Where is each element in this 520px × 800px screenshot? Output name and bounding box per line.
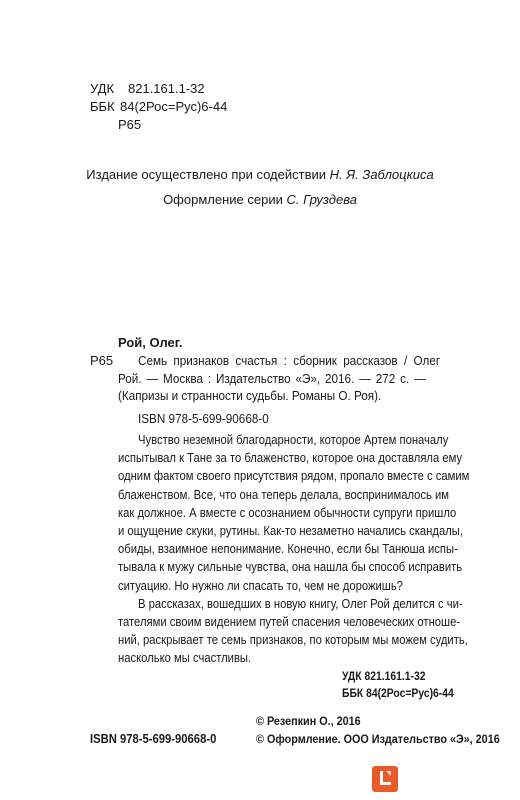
annotation-text: и ощущение скуки, рутины. Как-то незаметно начались скандалы, [118, 524, 463, 538]
bbk-value: 84(2Рос=Рус)6-44 [120, 99, 228, 114]
sponsor-text: Издание осуществлено при содействии [86, 167, 327, 182]
annotation-text: как должное. А вместе с осознанием обычности супруги пришло [118, 505, 457, 520]
bib-line-2 [118, 370, 460, 388]
bib-line-1-text: Семь признаков счастья : сборник рассказов / Олег [138, 353, 441, 368]
annotation-line [118, 449, 500, 467]
footer-isbn [90, 731, 230, 748]
annotation-text: испытывал к Тане за то блаженство, которое она доставляла ему [118, 451, 463, 466]
bbk-label: ББК [90, 99, 115, 114]
annotation-line [138, 431, 483, 449]
annotation-line [118, 486, 486, 504]
annotation-line [118, 577, 435, 595]
annotation-text: обиды, взаимное непонимание. Конечно, если бы Танюша испы- [118, 542, 458, 557]
annotation-text: В рассказах, вошедших в новую книгу, Олег Рой делится с чи- [138, 596, 463, 611]
udk-line [90, 80, 205, 98]
bib-isbn [138, 410, 283, 428]
bib-author: Рой, Олег. [118, 335, 183, 350]
annotation-line [118, 613, 498, 631]
bib-isbn-text: ISBN 978-5-699-90668-0 [138, 411, 269, 426]
annotation-text: одним фактом своего присутствия рядом, пропало вместе с самим [118, 469, 470, 484]
annotation-line [118, 467, 508, 485]
sponsor-credit [0, 167, 520, 182]
udk-value: 821.161.1-32 [128, 81, 205, 96]
bib-line-2-text: Рой. — Москва : Издательство «Э», 2016. — 272 с. — [118, 370, 426, 386]
annotation-line [118, 558, 500, 576]
annotation-text: блаженством. Все, что она теперь делала, воспринималось им [118, 487, 450, 502]
annotation-text: тателями своим видением путей спасения человеческих отноше- [118, 615, 461, 629]
annotation-line [118, 649, 266, 667]
bbk-line [90, 98, 228, 116]
annotation-text: ний, раскрывает те семь признаков, по которым мы можем судить, [118, 633, 468, 648]
copyright-author [256, 713, 372, 730]
copyright-author-text: © Резепкин О., 2016 [256, 714, 361, 728]
annotation-text: ситуацию. Но нужно ли спасать то, чем не дорожишь? [118, 578, 403, 593]
codes-bbk [342, 686, 466, 702]
codes-udk-text: УДК 821.161.1-32 [342, 671, 426, 683]
annotation-line [118, 504, 494, 522]
codes-udk [342, 669, 435, 685]
annotation-text: Чувство неземной благодарности, которое Артем поначалу [138, 433, 449, 447]
bib-line-3 [118, 387, 411, 405]
bib-line-1 [138, 352, 441, 370]
annotation-text: тывала к мужу сильные чувства, она нашла бы способ исправить [118, 560, 463, 575]
author-mark: Р65 [118, 117, 142, 132]
udk-label: УДК [90, 81, 115, 96]
litres-logo-icon [372, 766, 398, 792]
annotation-line [138, 595, 499, 613]
annotation-text: насколько мы счастливы. [118, 651, 252, 666]
annotation-line [118, 540, 496, 558]
annotation-line [118, 522, 501, 540]
design-name: С. Груздева [286, 192, 357, 207]
footer-isbn-text: ISBN 978-5-699-90668-0 [90, 732, 217, 746]
bib-line-3-text: (Капризы и странности судьбы. Романы О. Роя). [118, 388, 382, 403]
design-text: Оформление серии [163, 192, 283, 207]
bib-mark: Р65 [90, 353, 114, 368]
sponsor-name: Н. Я. Заблоцкиса [329, 167, 434, 182]
copyright-design [256, 731, 520, 748]
copyright-design-text: © Оформление. ООО Издательство «Э», 2016 [256, 732, 500, 746]
annotation-line [118, 631, 507, 649]
codes-bbk-text: ББК 84(2Рос=Рус)6-44 [342, 688, 454, 700]
design-credit [0, 192, 520, 207]
